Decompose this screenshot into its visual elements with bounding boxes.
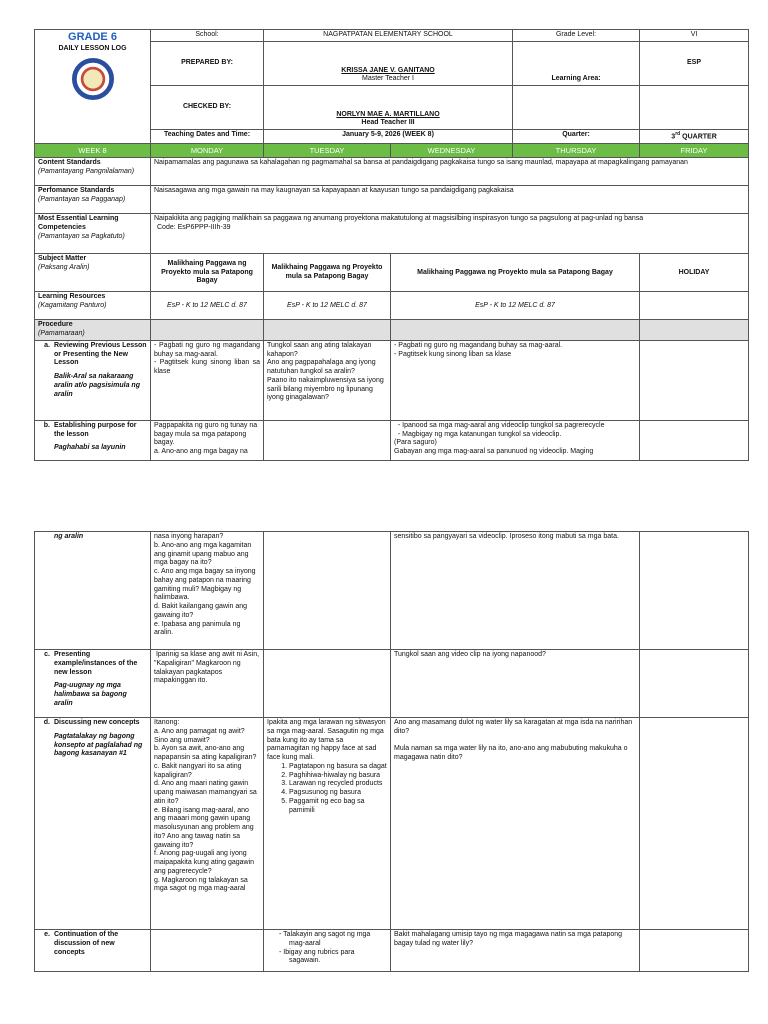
- dll-table-page-2: [34, 531, 749, 972]
- grade-level-label: Grade Level:: [513, 30, 640, 42]
- learning-area-label: Learning Area:: [513, 42, 640, 86]
- day-header-wednesday: WEDNESDAY: [391, 144, 513, 158]
- performance-standards-label: Perfomance Standards (Pamantayan sa Pagganap): [35, 186, 151, 214]
- grade-level-value: VI: [640, 30, 749, 42]
- prepared-name: KRISSA JANE V. GANITANO: [341, 66, 435, 74]
- proc-d-monday: Itanong: a. Ano ang pamagat ng awit? Sino ang umawit? b. Ayon sa awit, ano-ano ang napapansin sa ating kapaligiran? c. Bakit nangyari ito sa ating kapaligiran? d. Ano ang maari nating gawin upang maiwasan mamangyari sa atin ito? e. Bilang isang mag-aaral, ano ang maaari mong gawin upang masolusyunan ang problem ang ito? Ano ang tawag natin sa gawaing ito? f. Anong pag-uugali ang iyong maipapakita kung ating gagawin ang pagrerecycle? g. Magkaroon ng talakayan sa mga sagot ng mga mag-aaral: [151, 718, 264, 930]
- proc-b-cont-wed-thu: sensitibo sa pangyayari sa videoclip. Iproseso itong mabuti sa mga bata.: [391, 532, 640, 650]
- proc-d-tuesday: Ipakita ang mga larawan ng sitwasyon sa mga mag-aaral. Sasagutin ng mga bata kung ito ay tama sa pamamagitan ng happy face at sad face kung mali. 1. Pagtatapon ng basura sa dagat 2. Paghihiwa-hiwalay ng basura 3. Larawan ng recycled products 4. Pagsusunog ng basura 5. Paggamit ng eco bag sa pamimili: [264, 718, 391, 930]
- list-item: 5. Paggamit ng eco bag sa pamimili: [289, 798, 387, 816]
- empty-cell: [640, 650, 749, 718]
- empty-cell: [151, 320, 264, 341]
- checked-label: CHECKED BY:: [151, 86, 264, 130]
- empty-cell: [640, 340, 749, 420]
- resources-label: Learning Resources (Kagamitang Panturo): [35, 292, 151, 320]
- dll-table-page-1: [34, 29, 749, 461]
- resources-monday: EsP - K to 12 MELC d. 87: [151, 292, 264, 320]
- situation-list: [267, 763, 387, 816]
- empty-cell: [640, 930, 749, 972]
- proc-a-monday: - Pagbati ng guro ng magandang buhay sa mag-aaral. - Pagtitsek kung sinong liban sa klase: [151, 340, 264, 420]
- subject-matter-label: Subject Matter (Paksang Aralin): [35, 254, 151, 292]
- school-value: NAGPATPATAN ELEMENTARY SCHOOL: [264, 30, 513, 42]
- resources-tuesday: EsP - K to 12 MELC d. 87: [264, 292, 391, 320]
- empty-cell: [264, 420, 391, 460]
- doc-title: DAILY LESSON LOG: [58, 44, 127, 52]
- list-item: - Talakayin ang sagot ng mga mag-aaral: [289, 931, 387, 949]
- proc-b-label: b. Establishing purpose for the lesson Paghahabi sa layunin: [35, 420, 151, 460]
- proc-b-monday: Pagpapakita ng guro ng tunay na bagay mula sa mga patapong bagay. a. Ano-ano ang mga bagay na: [151, 420, 264, 460]
- list-item: 4. Pagsusunog ng basura: [289, 789, 387, 798]
- subject-wed-thu: Malikhaing Paggawa ng Proyekto mula sa Patapong Bagay: [391, 254, 640, 292]
- proc-a-tuesday: Tungkol saan ang ating talakayan kahapon? Ano ang pagpapahalaga ang iyong natutuhan tungkol sa aralin? Paano ito nakaimpluwensiya sa iyong sarili bilang miyembro ng lipunang iyong ginagalawan?: [264, 340, 391, 420]
- day-header-tuesday: TUESDAY: [264, 144, 391, 158]
- quarter-value: 3rd QUARTER: [640, 130, 749, 144]
- procedure-label: Procedure (Pamamaraan): [35, 320, 151, 341]
- empty-cell: [640, 420, 749, 460]
- empty-cell: [264, 650, 391, 718]
- list-item: - Ibigay ang rubrics para sagawain.: [289, 949, 387, 967]
- empty-cell: [640, 292, 749, 320]
- empty-cell: [391, 320, 640, 341]
- subject-monday: Malikhaing Paggawa ng Proyekto mula sa Patapong Bagay: [151, 254, 264, 292]
- checked-cell: [264, 86, 513, 130]
- proc-b-wed-thu: - Ipanood sa mga mag-aaral ang videoclip tungkol sa pagrerecycle - Magbigay ng mga katanungan tungkol sa videoclip. (Para saguro) Gabayan ang mga mag-aaral sa panunuod ng videoclip. Maging: [391, 420, 640, 460]
- proc-e-label: e. Continuation of the discussion of new concepts: [35, 930, 151, 972]
- proc-e-tuesday: [264, 930, 391, 972]
- learning-area-value: ESP: [640, 42, 749, 86]
- proc-b-cont-monday: nasa inyong harapan? b. Ano-ano ang mga kagamitan ang ginamit upang mabuo ang mga bagay na ito? c. Ano ang mga bagay sa inyong bahay ang patapon na maaring gamiting muli? Magbigay ng halimbawa. d. Bakit kailangang gawin ang gawaing ito? e. Ipabasa ang panimula ng aralin.: [151, 532, 264, 650]
- empty-cell: [264, 532, 391, 650]
- empty-cell: [640, 718, 749, 930]
- logo-cell: [35, 30, 151, 144]
- deped-seal-icon: [72, 58, 114, 100]
- empty-cell: [264, 320, 391, 341]
- empty-cell: [640, 86, 749, 130]
- week-header: WEEK 8: [35, 144, 151, 158]
- proc-a-label: a. Reviewing Previous Lesson or Presenting the New Lesson Balik-Aral sa nakaraang aralin at/o pagsisimula ng aralin: [35, 340, 151, 420]
- proc-a-wed-thu: - Pagbati ng guro ng magandang buhay sa mag-aaral. - Pagtitsek kung sinong liban sa klase: [391, 340, 640, 420]
- competencies-text: Naipakikita ang pagiging malikhain sa paggawa ng anumang proyektona makatutulong at magsisilbing inspirasyon tungo sa pagsulong at pag-unlad ng bansa Code: EsP6PPP-IIIh-39: [151, 214, 749, 254]
- quarter-label: Quarter:: [513, 130, 640, 144]
- proc-d-wed-thu: Ano ang masamang dulot ng water lily sa karagatan at mga isda na naririhan dito? Mula naman sa mga water lily na ito, ano-ano ang mabubuting makukuha o magagawa natin dito?: [391, 718, 640, 930]
- proc-c-wed-thu: Tungkol saan ang video clip na iyong napanood?: [391, 650, 640, 718]
- dates-label: Teaching Dates and Time:: [151, 130, 264, 144]
- content-standards-label: Content Standards (Pamantayang Pangnilalaman): [35, 158, 151, 186]
- proc-c-monday: Iparinig sa klase ang awit ni Asin, "Kapaligiran" Magkaroon ng talakayan pagkatapos mapakinggan ito.: [151, 650, 264, 718]
- empty-cell: [513, 86, 640, 130]
- proc-c-label: c. Presenting example/instances of the new lesson Pag-uugnay ng mga halimbawa sa bagong aralin: [35, 650, 151, 718]
- prepared-label: PREPARED BY:: [151, 42, 264, 86]
- resources-wed-thu: EsP - K to 12 MELC d. 87: [391, 292, 640, 320]
- empty-cell: [640, 320, 749, 341]
- checked-name: NORLYN MAE A. MARTILLANO: [336, 110, 440, 118]
- subject-tuesday: Malikhaing Paggawa ng Proyekto mula sa Patapong Bagay: [264, 254, 391, 292]
- competencies-label: Most Essential Learning Competencies (Pamantayan sa Pagkatuto): [35, 214, 151, 254]
- subject-friday: HOLIDAY: [640, 254, 749, 292]
- day-header-friday: FRIDAY: [640, 144, 749, 158]
- proc-e-wed-thu: Bakit mahalagang umisip tayo ng mga magagawa natin sa mga patapong bagay tulad ng water lily?: [391, 930, 640, 972]
- list-item: 3. Larawan ng recycled products: [289, 780, 387, 789]
- grade-title: GRADE 6: [68, 31, 117, 43]
- empty-cell: [640, 532, 749, 650]
- proc-b-cont-label: ng aralin: [35, 532, 151, 650]
- list-item: 2. Paghihiwa-hiwalay ng basura: [289, 772, 387, 781]
- empty-cell: [151, 930, 264, 972]
- content-standards-text: Naipamamalas ang pagunawa sa kahalagahan ng pagmamahal sa bansa at pandaigdigang pagkakaisa tungo sa isang maunlad, mapayapa at mapagkalingang pamayanan: [151, 158, 749, 186]
- school-label: School:: [151, 30, 264, 42]
- list-item: 1. Pagtatapon ng basura sa dagat: [289, 763, 387, 772]
- page-1: [34, 29, 748, 461]
- page-2: [34, 531, 748, 972]
- day-header-thursday: THURSDAY: [513, 144, 640, 158]
- day-header-monday: MONDAY: [151, 144, 264, 158]
- proc-d-label: d. Discussing new concepts Pagtatalakay ng bagong konsepto at paglalahad ng bagong kasanayan #1: [35, 718, 151, 930]
- checked-title: Head Teacher III: [361, 119, 415, 127]
- dates-value: January 5-9, 2026 (WEEK 8): [264, 130, 513, 144]
- prepared-cell: [264, 42, 513, 86]
- prepared-title: Master Teacher I: [362, 75, 415, 83]
- performance-standards-text: Naisasagawa ang mga gawain na may kaugnayan sa kapayapaan at kaayusan tungo sa pandaigdigang pagkakaisa: [151, 186, 749, 214]
